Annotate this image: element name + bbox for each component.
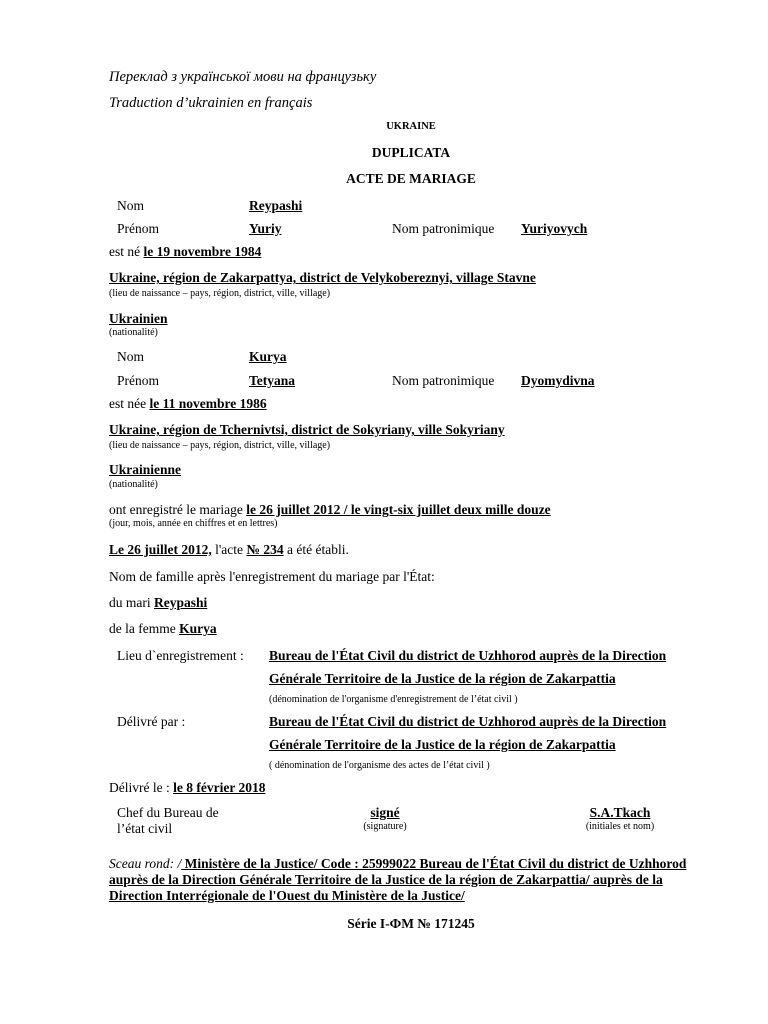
issued-date-line [109,780,265,796]
husband-family-name: Reypashi [154,595,208,610]
issued-by-line2: Générale Territoire de la Justice de la région de Zakarpattia [269,737,616,752]
chief-title-line1: Chef du Bureau de [117,805,219,820]
husband-birth-line [109,244,261,260]
signatory-name: S.A.Tkach [589,805,651,820]
act-number: № 234 [246,542,284,557]
husband-birthplace: Ukraine, région de Zakarpattya, district de Velykobereznyi, village Stavne [109,270,536,285]
husband-patronymic-label: Nom patronimique [392,221,495,236]
marriage-date-note: (jour, mois, année en chiffres et en lettres) [109,518,278,529]
wife-birthplace-note: (lieu de naissance – pays, région, district, ville, village) [109,440,331,451]
marriage-registered-date: le 26 juillet 2012 / le vingt-six juillet deux mille douze [246,502,551,517]
husband-patronymic: Yuriyovych [521,221,588,236]
registration-place-note: (dénomination de l'organisme d'enregistrement de l’état civil ) [269,694,518,705]
country-heading-wrap [300,121,522,133]
husband-family-label: du mari [109,595,154,610]
marriage-registered-label: ont enregistré le mariage [109,502,243,517]
document-title: ACTE DE MARIAGE [346,171,476,186]
wife-nationality: Ukrainienne [109,462,182,477]
signed-text: signé [370,805,400,820]
issued-by-line1: Bureau de l'État Civil du district de Uzhhorod auprès de la Direction [269,714,667,729]
translation-note-fr: Traduction d’ukrainien en français [109,95,313,111]
wife-patronymic: Dyomydivna [521,373,595,388]
chief-title-line2: l’état civil [117,821,173,836]
seal-paragraph [109,856,699,905]
husband-nom: Reypashi [249,198,303,213]
husband-family-line [109,595,207,611]
document-title-wrap [300,171,522,187]
husband-nationality: Ukrainien [109,311,168,326]
issued-date-label: Délivré le : [109,780,174,795]
wife-family-line [109,621,217,637]
duplicata-heading: DUPLICATA [371,145,451,160]
wife-prenom-label: Prénom [117,373,159,388]
husband-born-label: est né [109,244,141,259]
marriage-registered-line [109,502,551,518]
husband-birthplace-note: (lieu de naissance – pays, région, district, ville, village) [109,288,331,299]
wife-birthplace: Ukraine, région de Tchernivtsi, district de Sokyriany, ville Sokyriany [109,422,505,437]
signatory-name-note: (initiales et nom) [585,821,655,832]
wife-nom: Kurya [249,349,287,364]
family-name-text: Nom de famille après l'enregistrement du mariage par l'État: [109,569,435,584]
wife-birth-date: le 11 novembre 1986 [149,396,267,411]
seal-label: Sceau rond: / [109,856,182,871]
translation-note-uk: Переклад з української мови на французьку [109,69,377,85]
registration-place-line1: Bureau de l'État Civil du district de Uzhhorod auprès de la Direction [269,648,667,663]
country-heading: UKRAINE [386,121,436,132]
husband-nationality-note: (nationalité) [109,327,158,338]
husband-prenom-label: Prénom [117,221,159,236]
registration-place-line2: Générale Territoire de la Justice de la région de Zakarpattia [269,671,616,686]
act-mid: l'acte [211,542,247,557]
registration-place-label: Lieu d`enregistrement : [117,648,244,663]
husband-nom-label: Nom [117,198,144,213]
act-date: Le 26 juillet 2012, [109,542,212,557]
wife-family-label: de la femme [109,621,180,636]
husband-birth-date: le 19 novembre 1984 [143,244,262,259]
issued-date: le 8 février 2018 [173,780,266,795]
act-line [109,542,349,558]
wife-family-name: Kurya [179,621,217,636]
issued-by-note: ( dénomination de l'organisme des actes de l’état civil ) [269,760,490,771]
issued-by-label: Délivré par : [117,714,186,729]
series-number: Série I-ФМ № 171245 [347,916,475,931]
wife-born-label: est née [109,396,147,411]
wife-birth-line [109,396,267,412]
wife-nom-label: Nom [117,349,144,364]
act-end: a été établi. [283,542,349,557]
duplicata-heading-wrap [300,145,522,161]
series-wrap [300,916,522,932]
signed-note: (signature) [363,821,407,832]
wife-nationality-note: (nationalité) [109,479,158,490]
husband-prenom: Yuriy [249,221,282,236]
wife-prenom: Tetyana [249,373,296,388]
seal-text: Ministère de la Justice/ Code : 25999022 Bureau de l'État Civil du district de Uzhhorod auprès de la Direction Générale Territoire de la Justice de la région de Zakarpattia/ auprès de la Direction Interrégionale de l'Ouest du Ministère de la Justice/ [109,856,687,904]
wife-patronymic-label: Nom patronimique [392,373,495,388]
